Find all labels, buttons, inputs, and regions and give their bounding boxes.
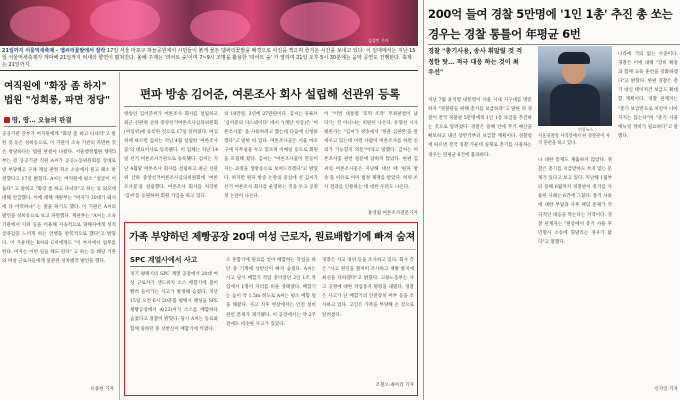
- left-article-body: 공공기관 간부가 여직원에게 "화장 좀 하고 다녀라"고 말한 것 등은 성희롱으로, 이 기관이 소속 기관의 파면한 것은 정당하다는 법원 판결이 나왔다. 서울행정법원 행정5부는 전 공공기관 직원 A씨가 공공노동위원회를 상대로 낸 부당해고 구제 재심 판정 취소 소송에서 원고 패소 판결했다고 17일 밝혔다. A씨는 여직원에 평소 "얼굴이 어둡다" 고 말하고 "화장 좀 하고 다녀라"고 하는 등 외모에 대해 언급했다. 이에 대해 재판부는 "여자가 30대가 돼서 애 다 어떡하냐" 는 말을 하기도 했다. 이 기관은 A씨의 발언을 성희롱으로 보고 파면했다. 재판부는 "A씨는 소속 기관에서 지위 등을 이용해 지속적으로 피해자에게 성적 굴욕감을 느끼게 하는 언행을 반복적으로 했다"고 밝혔다. 이 가운데는 B씨와 C씨에게도 "이 부서에서 업무를 한다. 여자는 어떤 일을 해도 된다" 고 하는 등 해당 기관의 여성 근로자들에게 일관된 성차별적 발언을 했다.: [2, 132, 116, 265]
- top-divider: [0, 70, 418, 71]
- column-divider-right: [423, 0, 424, 400]
- left-headline: 여직원에 "화장 좀 하지" 법원 "성희롱, 파면 정당": [4, 81, 111, 106]
- box-body-col2: 소 혼합기에 원료를 넣어 배합하는 작업을 하던 중 기계에 상반신이 빠져 숨졌다. A씨는 사고 당시 배합기 작업 중이었던 2인 1조 작업에서 1명이 자리를 비운 상태였다. 배합기는 높이 약 1.5m 정도로 A씨는 평소 배합 일을 해왔다. 사고 직후 현장에서는 안전 설비 관련 문제가 제기됐다. 이 공장에서는 약 2주 전에도 비슷한 사고가 있었다.: [226, 258, 316, 327]
- caption-lead: 21일까지 서울억새축제 – 맵씨리꽃밭에서 잘칵: [2, 48, 106, 54]
- center-body-col3: 어 "이번 대통령 '호떡 조작' 무죄판결이 났다"는 건 아니냐는 비판이 나온다. 유형선 시사평론가는 "김씨가 방송에서 '정권 심판론'을 앞세우고 있는데 이런 사람이 여론조사를 하면 신뢰가 가능할지 의문"이라고 말했다. 김씨는 여론조사꽃 관련 질문에 답하지 않았다. 한편 김씨의 여론조사꽃은 지난해 대선 때 '편파 방송'을 이유로 이미 법정 제재를 받았다. 허위 조사 결과를 인용하는 데 대한 우려도 나온다.: [324, 112, 418, 190]
- column-divider-left: [119, 72, 120, 400]
- box-headline: 가족 부양하던 제빵공장 20대 여성 근로자, 원료배합기에 빠져 숨져: [129, 232, 415, 243]
- left-byline: 유종헌 기자: [90, 387, 114, 392]
- box-byline: 조철오·최아리 기자: [375, 383, 414, 388]
- right-photo-credit: 연합뉴스: [578, 127, 594, 132]
- right-headline-rule: [428, 44, 680, 45]
- left-subhead-text: 땅, 땅… 오늘의 판결: [12, 116, 72, 124]
- box-subhead-rule: [130, 266, 174, 267]
- center-headline: 편파 방송 김어준, 여론조사 회사 설립해 선관위 등록: [140, 87, 400, 101]
- center-byline: 홍영림 여론조사전문기자: [367, 211, 418, 216]
- right-body-col1: 지난 7월 윤석열 대통령이 서울 시내 지구대를 방문하자 "경찰관들 위해 총기를 보급하라"고 말한 뒤 경찰이 전국 경찰관 5만명에게 1인 1총 보급을 추진하는 것으로 알려졌다. 경찰은 올해 안에 무기 예산을 확보하고 내년 상반기부터 보급할 계획이다. 경찰청에 따르면 전국 경찰 가운데 실제로 총기를 사용하는 경우는 연평균 6건에 불과하다.: [428, 98, 532, 158]
- police-photo: [538, 46, 612, 126]
- festival-photo: [0, 0, 418, 46]
- right-quote: 경찰 "총기사용, 송사 휘말릴 것 걱정한 탓… 적극 대응 하는 것이 최우선": [428, 48, 523, 77]
- center-body-col1: 방송인 김어준씨가 여론조사 회사를 설립하고 최근 선관위 산하 중앙선거여론조사심의위원회(여심위)에 등록한 것으로 17일 알려졌다. 여심위에 따르면 김씨는 지난 4월 설립한 '여론조사꽃'의 대표이사로 등록됐다. 이 업체는 지난 14일 선거 여론조사기관으로 등록됐다. 김씨는 지난 4월말 여론조사 회사를 설립하고 최근 선관위 산하 중앙선거여론조사심의위원회에 '여론조사꽃'을 설립했다. 여론조사 회사를 처리한 '김씨'를 응원하며 회원 가입을 하고 있다.: [124, 112, 218, 199]
- left-subhead: [4, 115, 116, 124]
- right-photo-caption: 서울경찰청 사격장에서 한 경찰관이 사격 훈련을 하고 있다.: [538, 134, 610, 146]
- box-subhead: SPC 계열사에서 사고: [130, 256, 198, 264]
- photo-credit: 김성민 기자: [368, 38, 389, 43]
- photo-caption: [2, 48, 416, 69]
- caption-text: 17일 서울 마포구 하늘공원에서 시민들이 붉게 물든 댑싸리꽃밭을 배경으로 사진을 찍으며 즐거운 시간을 보내고 있다. 이 일대에서는 지난 15일 서울억새축제가 개막해 21일까지 억새의 향연이 펼쳐진다. 올해 주제는 '리어트 숲'이며 7~9시 조명을 활용한 '리어트 숲' 가 열리며 21일 오후 5시 30분에는 음악 공연도 진행된다. 축제는 21일까지.: [2, 48, 416, 68]
- right-byline: 신지인 기자: [654, 387, 678, 392]
- hammer-icon: [4, 117, 10, 123]
- center-body-col2: 의 10만원, 3년에 27만원이다. 김씨는 유튜브 '김어준의 다스뵈이다' 에서 "(재단 이름)은 '여론조사꽃' 을 사용하려고 했는데 다음에 신청하겠다"고 말한 바 있다. 여론조사꽃은 서울 마포구에 사무실을 두고 있으며 이메일 등으로 회원을 모집해 왔다. 김씨는 "여론조사꽃이 만들어지는 과정을 생방송으로 보여드리겠다"고 밝혔다. 하지만 편파 방송 논란의 중심에 선 김씨가 선거 여론조사 회사를 운영하는 것을 두고 공정성 논란이 나온다.: [224, 112, 318, 199]
- center-headline-rule: [124, 106, 418, 107]
- right-body-col3: 나라에 거의 없는 수준이다. 경찰은 이에 대해 "장비 확충과 함께 교육 훈련을 강화하겠다"고 밝혔다. 한편 경찰은 총기 대신 테이저건 보급도 확대할 계획이다. 경찰 관계자는 "총기 보급만으로 치안이 나아지지는 않는다"며 "총기 사용 매뉴얼 정비가 필요하다"고 말했다.: [618, 52, 678, 139]
- left-subhead-rule: [4, 126, 116, 127]
- box-body-col3: 경찰은 사고 경위 등을 조사하고 있다. 회사 측은 "사고 원인을 철저히 조사하고 재발 방지에 최선을 다하겠다"고 밝혔다. 고용노동부는 사고 공정에 대한 작업중지 명령을 내렸다. 경찰은 사고가 난 배합기의 안전장치 여부 등을 조사하고 있다. 고인은 가족을 부양해 온 것으로 알려졌다.: [322, 258, 414, 318]
- right-headline: 200억 들여 경찰 5만명에 '1인 1총' 추진 총 쏘는 경우는 경찰 통틀어 年평균 6번: [428, 7, 673, 41]
- box-body-col1: 경기 평택시의 SPC 계열 공장에서 20대 여성 근로자가 샌드위치 소스 배합기에 몸이 빨려 들어가는 사고가 발생해 숨졌다. 지난 15일 오전 6시 20분쯤 평택시 팽성읍 SPL 제빵공장에서 A(23)씨가 소스를 배합하다 숨졌다고 경찰이 밝혔다. 당시 A씨는 동료와 함께 일하던 중 상반신이 배합기에 끼였다.: [130, 272, 218, 332]
- box-headline-rule: [130, 249, 416, 250]
- right-body-col2: 나 대한 통계도 제출하지 않았다. 경찰은 총기를 지급받아도 쏘지 않는 문제가 있다고 보고 있다. 지난해 1월부터 올해 6월까지 경찰관이 총기를 사용한 사례는 6건에 그쳤다. 총기 사용에 대한 부담과 사후 책임 문제가 적극적인 대응을 막는다는 지적이다. 경찰 관계자는 "현장에서 총기 사용 후 민형사 소송에 휘말리는 경우가 많다"고 말했다.: [538, 158, 612, 245]
